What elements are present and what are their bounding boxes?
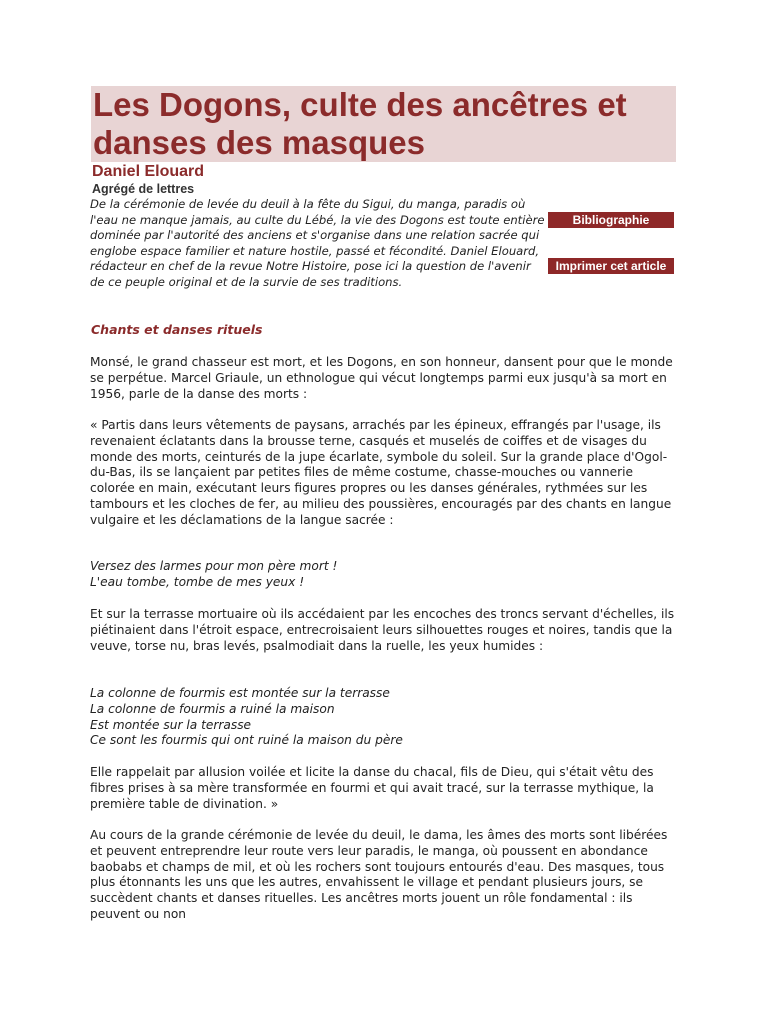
verse-line: Ce sont les fourmis qui ont ruiné la maison du père bbox=[90, 733, 403, 748]
verse-line: L'eau tombe, tombe de mes yeux ! bbox=[90, 574, 305, 589]
verse-line: La colonne de fourmis a ruiné la maison bbox=[90, 701, 335, 716]
verse-line: Est montée sur la terrasse bbox=[90, 717, 252, 732]
author-role: Agrégé de lettres bbox=[92, 182, 195, 196]
verse-line: La colonne de fourmis est montée sur la terrasse bbox=[90, 686, 390, 700]
paragraph-5: Au cours de la grande cérémonie de levée du deuil, le dama, les âmes des morts sont libérées et peuvent entreprendre leur route vers leur paradis, le manga, où poussent en abondance baobabs et champs de mil, et où les rochers sont toujours entourés d'eau. Des masques, tous plus étonnants les uns que les autres, envahissent le village et pendant plusieurs jours, se succèdent chants et danses rituelles. Les ancêtres morts jouent un rôle fondamental : ils peuvent ou non bbox=[90, 828, 668, 921]
verse-line: Versez des larmes pour mon père mort ! bbox=[90, 559, 338, 573]
paragraph-2: « Partis dans leurs vêtements de paysans, arrachés par les épineux, effrangés par l'usage, ils revenaient éclatants dans la brousse terne, casqués et muselés de coiffes et de visages du monde des morts, ceinturés de la jupe écarlate, symbole du soleil. Sur la grande place d'Ogol-du-Bas, ils se lançaient par petites files de même costume, chasse-mouches ou vannerie colorée en main, exécutant leurs figures propres ou les danses générales, rythmées sur les tambours et les cloches de fer, au milieu des poussières, encouragés par des chants en langue vulgaire et les déclamations de la langue sacrée : bbox=[90, 418, 672, 527]
article-intro: De la cérémonie de levée du deuil à la fête du Sigui, du manga, paradis où l'eau ne manque jamais, au culte du Lébé, la vie des Dogons est toute entière dominée par l'autorité des anciens et s'organise dans une relation sacrée qui englobe espace familier et nature hostile, passé et fécondité. Daniel Elouard, rédacteur en chef de la revue Notre Histoire, pose ici la question de l'avenir de ce peuple original et de la survie de ses traditions. bbox=[90, 197, 545, 289]
verse-block-1 bbox=[90, 559, 680, 591]
author-name: Daniel Elouard bbox=[92, 163, 205, 180]
article-title: Les Dogons, culte des ancêtres et danses des masques bbox=[93, 86, 627, 161]
paragraph-1: Monsé, le grand chasseur est mort, et les Dogons, en son honneur, dansent pour que le monde se perpétue. Marcel Griaule, un ethnologue qui vécut longtemps parmi eux jusqu'à sa mort en 1956, parle de la danse des morts : bbox=[90, 355, 673, 401]
bibliography-button[interactable]: Bibliographie bbox=[548, 212, 674, 228]
verse-block-2 bbox=[90, 686, 680, 749]
section-heading: Chants et danses rituels bbox=[91, 322, 263, 337]
paragraph-4: Elle rappelait par allusion voilée et licite la danse du chacal, fils de Dieu, qui s'était vêtu des fibres prises à sa mère transformée en fourmi et qui avait tracé, sur la terrasse mythique, la première table de divination. » bbox=[90, 765, 654, 811]
print-article-button[interactable]: Imprimer cet article bbox=[548, 258, 674, 274]
paragraph-3: Et sur la terrasse mortuaire où ils accédaient par les encoches des troncs servant d'échelles, ils piétinaient dans l'étroit espace, entrecroisaient leurs silhouettes rouges et noires, tandis que la veuve, torse nu, bras levés, psalmodiait dans la ruelle, les yeux humides : bbox=[90, 607, 675, 653]
